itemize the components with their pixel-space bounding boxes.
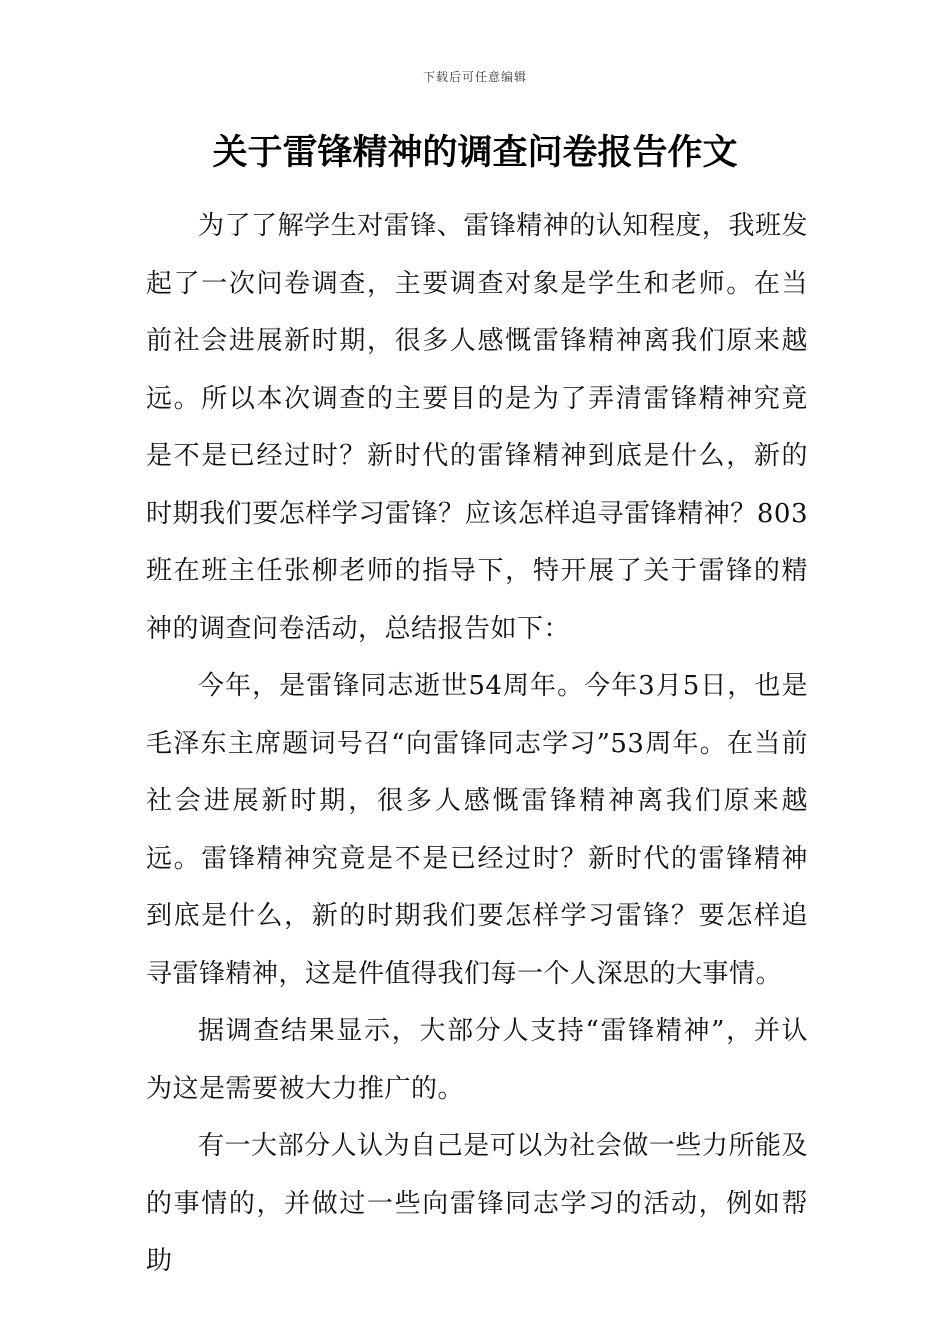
paragraph-3: 据调查结果显示，大部分人支持“雷锋精神”，并认为这是需要被大力推广的。	[146, 1016, 808, 1104]
header-note: 下载后可任意编辑	[422, 70, 527, 84]
document-title: 关于雷锋精神的调查问卷报告作文	[212, 133, 738, 173]
document-body	[146, 198, 808, 1291]
paragraph-1: 为了了解学生对雷锋、雷锋精神的认知程度，我班发起了一次问卷调查，主要调查对象是学生和老师。在当前社会进展新时期，很多人感慨雷锋精神离我们原来越远。所以本次调查的主要目的是为了弄清雷锋精神究竟是不是已经过时？新时代的雷锋精神到底是什么，新的时期我们要怎样学习雷锋？应该怎样追寻雷锋精神？803班在班主任张柳老师的指导下，特开展了关于雷锋的精神的调查问卷活动，总结报告如下：	[146, 211, 808, 644]
paragraph-4: 有一大部分人认为自己是可以为社会做一些力所能及的事情的，并做过一些向雷锋同志学习的活动，例如帮助	[146, 1131, 808, 1276]
paragraph-2: 今年，是雷锋同志逝世54周年。今年3月5日，也是毛泽东主席题词号召“向雷锋同志学习”53周年。在当前社会进展新时期，很多人感慨雷锋精神离我们原来越远。雷锋精神究竟是不是已经过时？新时代的雷锋精神到底是什么，新的时期我们要怎样学习雷锋？要怎样追寻雷锋精神，这是件值得我们每一个人深思的大事情。	[146, 671, 808, 989]
